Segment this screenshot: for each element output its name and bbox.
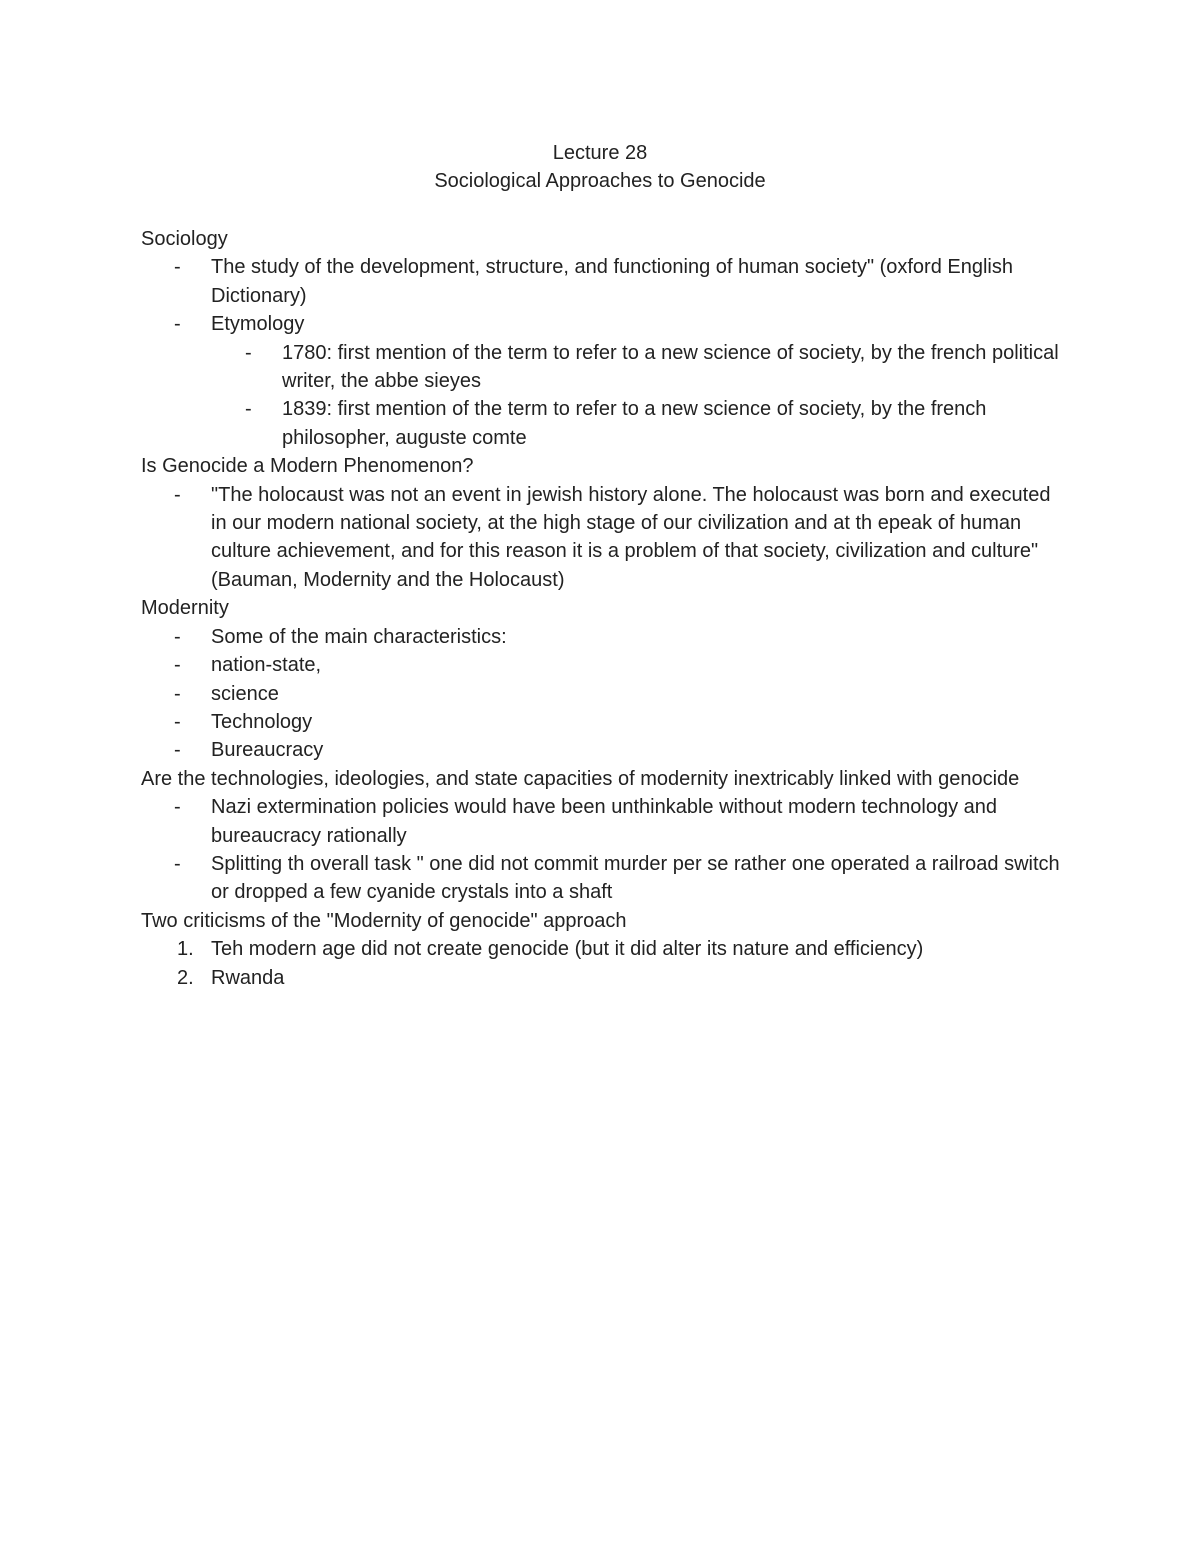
section-genocide-modern (141, 452, 1061, 594)
section-modernity (141, 594, 1061, 764)
list-item-text: 1839: first mention of the term to refer to a new science of society, by the french philosopher, auguste comte (282, 398, 987, 449)
list-item-text: Nazi extermination policies would have been unthinkable without modern technology and bureaucracy rationally (211, 796, 998, 847)
document-header (0, 139, 1200, 196)
bullet-marker: - (174, 654, 181, 677)
section-heading: Is Genocide a Modern Phenomenon? (141, 455, 474, 478)
lecture-title: Lecture 28 (552, 142, 648, 164)
bullet-marker: - (174, 256, 181, 279)
bullet-marker: - (174, 710, 181, 733)
list-item (141, 736, 1061, 764)
numbered-list-item (141, 935, 1061, 963)
list-item (141, 310, 1061, 338)
list-item (141, 623, 1061, 651)
document-body (141, 225, 1061, 992)
list-item-text: Etymology (211, 313, 305, 336)
list-item (141, 481, 1061, 595)
number-marker: 1. (177, 938, 194, 961)
list-item-text: Rwanda (211, 966, 285, 989)
list-item-text: Splitting th overall task " one did not commit murder per se rather one operated a railroad switch or dropped a few cyanide crystals into a shaft (211, 852, 1060, 904)
list-item (141, 680, 1061, 708)
bullet-marker: - (174, 796, 181, 819)
list-item (141, 850, 1061, 907)
numbered-list-item (141, 964, 1061, 992)
section-heading: Two criticisms of the "Modernity of genocide" approach (141, 909, 627, 932)
sub-list-item (141, 395, 1061, 452)
list-item-text: Technology (211, 710, 313, 733)
section-heading: Sociology (141, 228, 228, 250)
section-heading: Modernity (141, 597, 229, 620)
list-item-text: "The holocaust was not an event in jewish history alone. The holocaust was born and executed in our modern national society, at the high stage of our civilization and at th epeak of human culture achievement, and for this reason it is a problem of that society, civilization and culture" (Bauman, Modernity and the Holocaust) (211, 483, 1051, 591)
section-sociology (141, 225, 1061, 452)
sub-list-item (141, 339, 1061, 396)
bullet-marker: - (174, 313, 181, 336)
number-marker: 2. (177, 966, 194, 989)
list-item-text: nation-state, (211, 654, 322, 677)
section-technologies-linked (141, 765, 1061, 907)
list-item (141, 253, 1061, 310)
list-item (141, 793, 1061, 850)
lecture-subtitle: Sociological Approaches to Genocide (434, 170, 766, 193)
bullet-marker: - (174, 852, 181, 875)
bullet-marker: - (174, 625, 181, 648)
section-heading: Are the technologies, ideologies, and state capacities of modernity inextricably linked with genocide (141, 767, 1020, 790)
list-item (141, 651, 1061, 679)
bullet-marker: - (174, 682, 181, 705)
list-item-text: 1780: first mention of the term to refer to a new science of society, by the french political writer, the abbe sieyes (282, 341, 1059, 393)
list-item-text: Bureaucracy (211, 739, 324, 762)
list-item (141, 708, 1061, 736)
bullet-marker: - (245, 341, 252, 364)
list-item-text: Some of the main characteristics: (211, 625, 507, 648)
list-item-text: The study of the development, structure, and functioning of human society" (oxford English Dictionary) (211, 256, 1013, 307)
bullet-marker: - (174, 483, 181, 506)
section-criticisms (141, 907, 1061, 992)
list-item-text: Teh modern age did not create genocide (but it did alter its nature and efficiency) (211, 938, 924, 961)
bullet-marker: - (245, 398, 252, 421)
list-item-text: science (211, 682, 279, 705)
bullet-marker: - (174, 739, 181, 762)
